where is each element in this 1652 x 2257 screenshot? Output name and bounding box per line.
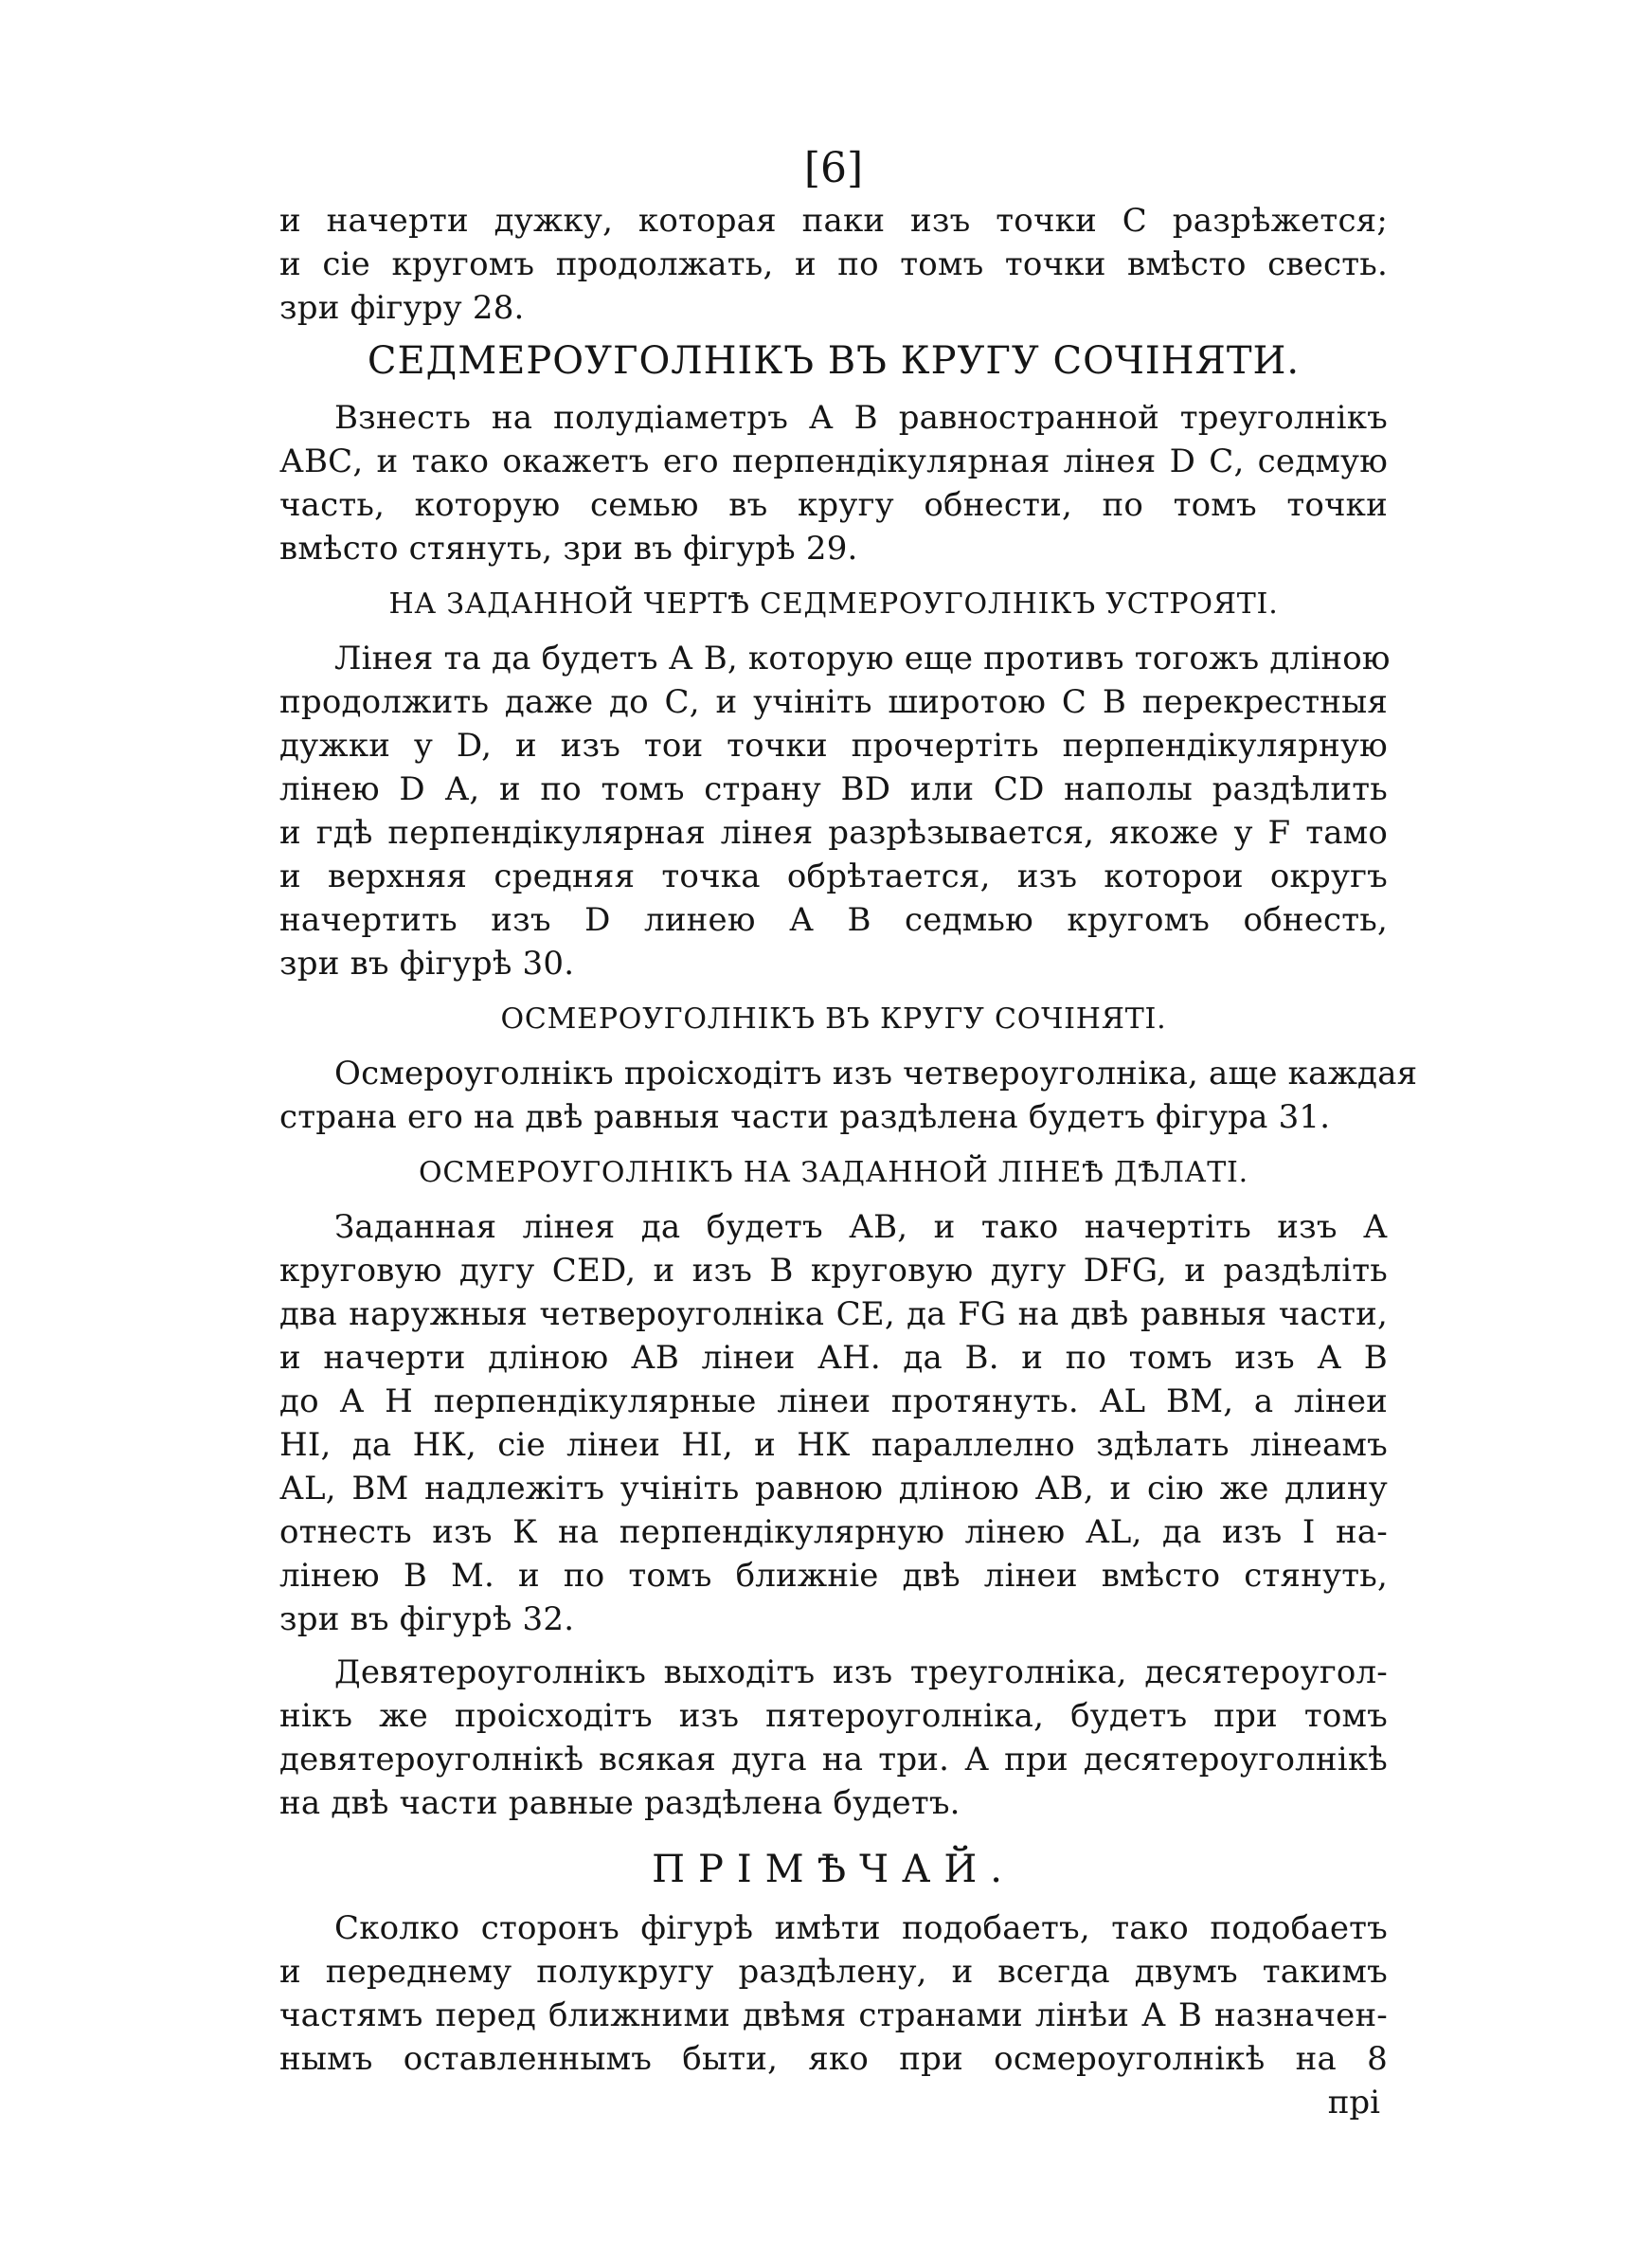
text-line: начертить изъ D линею А В седмью кругомъ обнесть, <box>279 901 1388 939</box>
section-heading-heptagon-on-line: НА ЗАДАННОЙ ЧЕРТѢ СЕДМЕРОУГОЛНІКЪ УСТРОЯТІ. <box>388 587 1279 621</box>
text-line: зри въ фігурѣ 30. <box>279 945 575 983</box>
text-line: продолжить даже до С, и учініть широтою С В перекрестныя <box>279 683 1388 721</box>
text-line: отнесть изъ К на перпендікулярную лінею АL, да изъ I на- <box>279 1513 1388 1551</box>
text-line: лінею D А, и по томъ страну ВD или СD наполы раздѣлить <box>279 770 1388 808</box>
text-line: и гдѣ перпендікулярная лінея разрѣзывается, якоже у F тамо <box>279 814 1388 852</box>
text-line: и начерти длiною АВ лінеи АН. да В. и по томъ изъ А В <box>279 1339 1388 1377</box>
text-line: лінею В М. и по томъ ближніе двѣ лінеи вмѣсто стянуть, <box>279 1557 1388 1595</box>
paragraph-heptagon-on-line <box>279 637 1391 985</box>
text-line: на двѣ части равные раздѣлена будетъ. <box>279 1784 961 1822</box>
book-page <box>279 142 1418 2227</box>
paragraph-note <box>279 1906 1388 2081</box>
text-line: зри фігуру 28. <box>279 289 525 327</box>
text-line: и начерти дужку, которая паки изъ точки С разрѣжется; <box>279 202 1388 240</box>
text-line: Сколко сторонъ фігурѣ имѣти подобаетъ, тако подобаетъ <box>334 1909 1388 1947</box>
catchword: прі <box>1327 2084 1380 2122</box>
text-line: частямъ перед ближними двѣмя странами лінѣи А В назначен- <box>279 1996 1388 2034</box>
text-line: нымъ оставленнымъ быти, яко при осмероуголнікѣ на 8 <box>279 2040 1388 2078</box>
section-heading-heptagon-in-circle: СЕДМЕРОУГОЛНІКЪ ВЪ КРУГУ СОЧІНЯТИ. <box>367 339 1301 383</box>
text-line: Лінея та да будетъ А В, которую еще противъ тогожъ длiною <box>334 640 1391 677</box>
section-heading-octagon-in-circle: ОСМЕРОУГОЛНІКЪ ВЪ КРУГУ СОЧІНЯТІ. <box>500 1002 1167 1036</box>
text-line: нікъ же проісходітъ изъ пятероуголніка, будетъ при томъ <box>279 1697 1388 1735</box>
text-line: до А Н перпендікулярные лінеи протянуть. АL ВМ, а лінеи <box>279 1382 1388 1420</box>
paragraph-gap <box>279 1641 1388 1651</box>
text-line: дужки у D, и изъ тои точки прочертіть перпендікулярную <box>279 727 1388 765</box>
text-line: и переднему полукругу раздѣлену, и всегда двумъ такимъ <box>279 1953 1388 1991</box>
text-line: Заданная лінея да будетъ АВ, и тако начертіть изъ А <box>334 1208 1388 1246</box>
text-line: и верхняя средняя точка обрѣтается, изъ которои округъ <box>279 858 1388 895</box>
text-line: страна его на двѣ равныя части раздѣлена будетъ фігура 31. <box>279 1098 1331 1136</box>
text-line: Девятероуголнікъ выходітъ изъ треуголніка, десятероугол- <box>334 1653 1388 1691</box>
page-number: [6] <box>803 144 864 192</box>
text-line: НІ, да НК, сіе лінеи НІ, и НК параллелно здѣлать лінеамъ <box>279 1426 1388 1464</box>
text-line: часть, которую семью въ кругу обнести, по томъ точки <box>279 486 1388 524</box>
paragraph-heptagon-in-circle <box>279 396 1388 570</box>
text-line: девятероуголнікѣ всякая дуга на три. А при десятероуголнікѣ <box>279 1741 1388 1779</box>
text-line: и сіе кругомъ продолжать, и по томъ точки вмѣсто свесть. <box>279 245 1388 283</box>
intro-paragraph <box>279 199 1388 330</box>
section-heading-note: ПРІМѢЧАЙ. <box>652 1848 1015 1891</box>
text-line: зри въ фігурѣ 32. <box>279 1600 575 1638</box>
text-line: два наружныя четвероуголніка СЕ, да FG на двѣ равныя части, <box>279 1295 1388 1333</box>
text-line: круговую дугу СЕD, и изъ В круговую дугу DFG, и раздѣліть <box>279 1252 1388 1290</box>
paragraph-octagon-in-circle <box>279 1052 1418 1139</box>
text-line: Взнесть на полудіаметръ А В равностранной треуголнікъ <box>334 399 1388 437</box>
section-heading-octagon-on-line: ОСМЕРОУГОЛНІКЪ НА ЗАДАННОЙ ЛІНЕѢ ДѢЛАТІ. <box>419 1156 1248 1189</box>
paragraph-nonagon-decagon <box>279 1651 1388 1825</box>
text-line: АL, ВМ надлежітъ учініть равною длiною АВ, и сію же длину <box>279 1470 1388 1508</box>
text-line: АВС, и тако окажетъ его перпендікулярная лінея D С, седмую <box>279 442 1388 480</box>
text-line: Осмероуголнікъ проісходітъ изъ четвероуголніка, аще каждая <box>334 1055 1418 1092</box>
text-line: вмѣсто стянуть, зри въ фігурѣ 29. <box>279 530 858 568</box>
paragraph-octagon-on-line <box>279 1205 1388 1641</box>
